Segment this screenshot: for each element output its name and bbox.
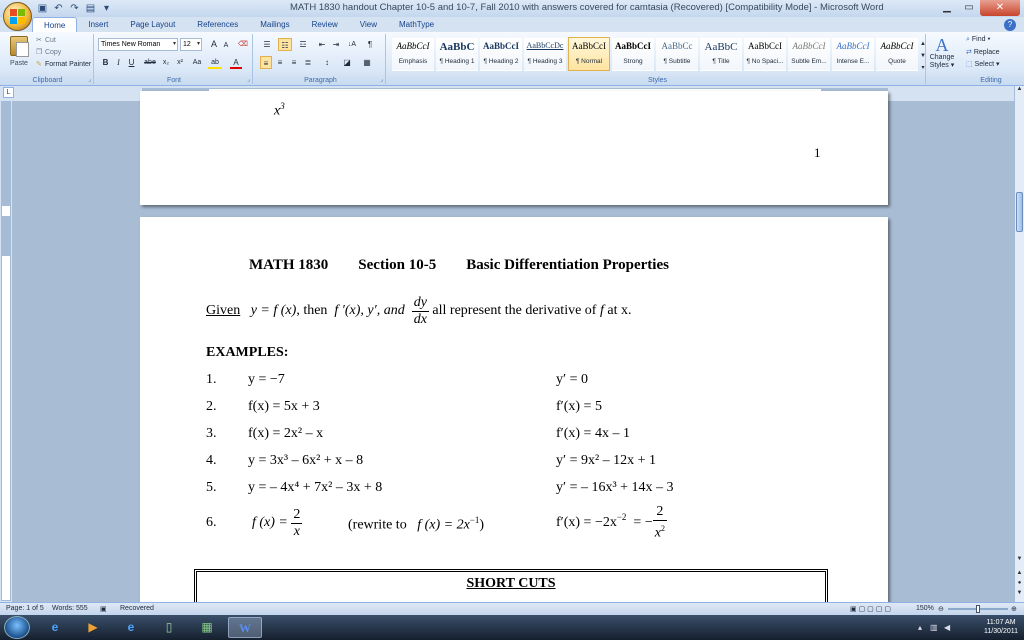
show-hidden-icon[interactable]: ▴ [918,623,923,632]
style-sample: AaBbCcI [748,41,782,51]
font-name-dropdown[interactable] [98,38,178,51]
example-6-derivative-eq: = − [633,515,653,530]
next-page-icon[interactable]: ▼ [1016,590,1023,596]
office-logo-icon [10,9,25,24]
italic-button[interactable]: I [117,58,120,67]
format-painter-label: Format Painter [44,61,92,68]
tab-insert[interactable]: Insert [88,20,109,29]
style-name: Quote [888,58,906,65]
maximize-button[interactable]: ▭ [964,2,974,13]
help-icon[interactable]: ? [1004,19,1016,31]
volume-icon[interactable]: ◀ [944,623,951,632]
zoom-level[interactable]: 150% [916,605,934,612]
example-derivative: f′(x) = 4x – 1 [556,426,630,441]
copy-label: Copy [44,49,62,56]
style-emphasis[interactable] [392,37,434,71]
print-icon[interactable]: ▤ [85,3,96,14]
change-styles-button[interactable]: A Change Styles ▾ [926,36,958,76]
style-name: Intense E... [836,58,870,65]
recovered-status: Recovered [120,605,154,612]
font-size-value: 12 [183,41,191,48]
style-sample: AaBbCcI [482,41,519,51]
ribbon-tabs [32,17,445,32]
page-title: MATH 1830 Section 10-5 Basic Differentiation Properties [249,257,669,273]
given-f: f [599,303,604,318]
example-6-lhs: f (x) = [252,515,288,530]
given-equation: y = f (x) [250,303,297,318]
style-sample: AaBbCcDc [526,41,564,50]
paragraph-group-label: Paragraph [304,77,337,84]
examples-heading: EXAMPLES: [206,345,289,360]
example-6-fraction [291,507,302,540]
example-derivative: y′ = 9x² – 12x + 1 [556,453,657,468]
document-area[interactable] [12,101,1014,602]
prev-page-fragment [274,101,285,120]
style-name: Emphasis [398,58,428,65]
example-function: y = −7 [248,372,285,387]
style-name: ¶ Normal [575,58,603,65]
paste-label: Paste [10,60,28,67]
align-right-icon[interactable]: ≡ [291,58,297,67]
style-normal[interactable] [568,37,610,71]
style-sample: AaBbCcI [880,41,914,51]
example-row [206,372,826,390]
tab-review[interactable]: Review [311,20,338,29]
show-marks-icon[interactable]: ¶ [367,40,373,49]
style-name: ¶ Title [712,58,730,65]
paste-icon [10,36,28,56]
ie-icon[interactable]: e [127,620,135,634]
derivative-notations: f ′(x), y′, and [334,303,405,318]
center-icon[interactable]: ≡ [277,58,283,67]
window-controls [936,0,1020,16]
taskbar [0,615,1024,640]
style-sample: AaBbC [704,41,738,53]
style-sample: AaBbCcI [614,41,651,51]
example-derivative: f′(x) = 5 [556,399,602,414]
example-6-rewrite [348,515,484,534]
style-name: ¶ No Spaci... [746,58,784,65]
style-sample: AaBbCcI [396,41,430,51]
change-styles-icon: A [935,35,949,55]
denominator-base: x [654,525,661,541]
shading-icon[interactable]: ◪ [343,58,351,67]
minimize-button[interactable]: ▁ [943,2,951,13]
find-button[interactable]: ⌕ Find ▾ [966,36,991,43]
example-row [206,453,826,471]
window-title: MATH 1830 handout Chapter 10-5 and 10-7, Fall 2010 with answers covered for camtasia (Recovered) [Compatibility Mode] - Microsoft Word [290,2,884,13]
example-function: f(x) = 5x + 3 [248,399,320,414]
doc-status-icon: ▣ [100,606,107,613]
scroll-up-icon[interactable]: ▲ [1016,86,1023,92]
style-name: ¶ Heading 3 [527,58,563,65]
fraction-denominator: dx [413,311,427,327]
rewrite-equation: f (x) = 2x [417,517,470,533]
cut-button[interactable] [36,36,56,46]
example-6-derivative-exp: −2 [616,512,627,522]
vertical-scrollbar[interactable] [1014,86,1024,602]
style-name: Strong [623,58,643,65]
shortcuts-title: SHORT CUTS [466,576,556,591]
redo-icon[interactable]: ↷ [70,3,79,14]
media-player-icon[interactable]: ▶ [88,620,98,634]
example-6-derivative-lhs: f′(x) = −2x [556,515,617,530]
style-name: Subtle Em... [791,58,827,65]
outline-icon[interactable]: ▢ [875,606,883,613]
given-word: Given [206,303,241,318]
draft-icon[interactable]: ▢ [884,606,891,613]
tab-home[interactable]: Home [32,17,77,32]
style-heading-3[interactable] [524,37,566,71]
example-row [206,480,826,498]
styles-group [390,34,926,84]
example-row-6 [206,503,826,547]
close-button[interactable]: ✕ [980,0,1020,16]
rewrite-close: ) [479,517,485,533]
brush-icon: ✎ [36,61,42,68]
example-derivative: y′ = – 16x³ + 14x – 3 [556,480,674,495]
paragraph-group [256,34,386,84]
cut-label: Cut [44,37,56,44]
vruler-margin [2,102,10,206]
style-name: ¶ Heading 2 [483,58,519,65]
font-group [96,34,253,84]
tab-mailings[interactable]: Mailings [260,20,290,29]
word-icon[interactable]: W [228,617,262,638]
tab-selector-icon[interactable]: L [3,87,14,98]
style-subtle-emphasis[interactable] [788,37,830,71]
bold-button[interactable]: B [102,58,109,67]
example-number: 6. [206,515,217,530]
camtasia-icon[interactable]: ▦ [201,620,213,634]
strikethrough-button[interactable]: abe [144,59,156,66]
style-sample: AaBbCcI [572,41,606,51]
select-icon: ⬚ [966,61,973,68]
page-count[interactable]: Page: 1 of 5 [6,605,44,612]
font-group-label: Font [166,77,181,84]
change-styles-label-2: Styles [929,62,949,69]
rewrite-label: (rewrite to [348,517,407,533]
style-title[interactable] [700,37,742,71]
example-6-function [252,503,302,543]
view-buttons [850,605,891,613]
fraction-numerator: 2 [293,506,301,522]
dy-dx-fraction [412,295,429,328]
given-at-x: at x. [607,303,632,318]
replace-button[interactable] [966,48,1000,56]
paste-button[interactable] [6,36,32,74]
style-no-spacing[interactable] [744,37,786,71]
given-definition [206,291,631,331]
quick-access-toolbar [36,2,113,15]
example-number: 4. [206,453,217,468]
save-icon[interactable]: ▣ [37,3,48,14]
paragraph-launcher-icon[interactable]: ⌟ [380,77,383,83]
example-derivative: y′ = 0 [556,372,588,387]
styles-scroll-down-icon[interactable]: ▼ [920,53,926,59]
office-button[interactable] [3,2,32,31]
styles-group-label: Styles [647,77,668,84]
vertical-ruler[interactable] [1,101,11,601]
rewrite-exponent: −1 [469,515,480,525]
example-row [206,399,826,417]
example-number: 2. [206,399,217,414]
chevron-down-icon: ▾ [172,41,176,47]
tab-mathtype[interactable]: MathType [399,20,435,29]
tab-page-layout[interactable]: Page Layout [130,20,176,29]
replace-icon: ⇄ [966,49,972,56]
style-heading-2[interactable] [480,37,522,71]
scissors-icon: ✂ [36,37,42,44]
chevron-down-icon: ▾ [196,41,200,47]
styles-more-icon[interactable]: ▾ [921,65,925,71]
given-then: , then [296,303,328,318]
browse-object-icon[interactable]: ● [1017,580,1022,586]
word-count[interactable]: Words: 555 [52,605,88,612]
subscript-button[interactable]: x₂ [162,59,170,66]
previous-page [140,91,888,205]
styles-scroll-up-icon[interactable]: ▲ [920,41,926,47]
start-button[interactable] [4,616,30,639]
style-heading-1[interactable] [436,37,478,71]
font-color-button[interactable]: A [230,56,242,69]
scroll-thumb[interactable] [1016,192,1023,232]
style-intense-emphasis[interactable] [832,37,874,71]
example-number: 5. [206,480,217,495]
example-function: y = 3x³ – 6x² + x – 8 [248,453,364,468]
print-layout-icon[interactable]: ▣ [850,606,857,613]
example-number: 3. [206,426,217,441]
replace-label: Replace [973,49,1000,56]
font-size-dropdown[interactable] [180,38,202,51]
zoom-slider-knob[interactable] [976,605,980,613]
editing-group-label: Editing [980,77,1002,84]
example-6-derivative [556,503,667,543]
format-painter-button[interactable] [36,60,91,70]
style-sample: AaBbCcI [836,41,870,51]
example-row [206,426,826,444]
increase-indent-icon[interactable]: ⇥ [332,40,340,49]
numbering-icon[interactable]: ☷ [278,38,292,51]
style-strong[interactable] [612,37,654,71]
borders-icon[interactable]: ▦ [363,58,371,67]
status-bar [0,602,1024,615]
title-bar [0,0,1024,17]
app-icon[interactable]: ▯ [165,620,173,634]
binoculars-icon: ⌕ [966,36,970,43]
font-launcher-icon[interactable]: ⌟ [247,77,250,83]
page-number: 1 [814,145,821,160]
change-styles-label-1: Change [929,54,955,61]
style-quote[interactable] [876,37,918,71]
editing-group [960,34,1022,84]
given-tail: all represent the derivative of [432,303,597,318]
ribbon [0,32,1024,86]
previous-page-icon[interactable]: ▲ [1016,570,1023,576]
underline-button[interactable]: U [128,58,135,67]
example-6-derivative-fraction [653,504,667,542]
fraction-denominator [653,521,667,542]
clipboard-group [2,34,94,84]
clipboard-group-label: Clipboard [32,77,63,84]
full-screen-icon[interactable]: ▢ [858,606,866,613]
scroll-down-icon[interactable]: ▼ [1016,556,1023,562]
style-name: ¶ Subtitle [663,58,691,65]
vruler-margin [2,216,10,256]
grow-font-button[interactable]: A [210,39,217,49]
bullets-icon[interactable]: ☰ [263,40,271,49]
zoom-out-icon[interactable]: ⊖ [938,606,944,613]
sort-icon[interactable]: ↓A [347,41,357,48]
clock-time: 11:07 AM [986,619,1016,626]
fraction-denominator: x [293,523,300,539]
example-function: f(x) = 2x² – x [248,426,324,441]
line-spacing-icon[interactable]: ↕ [325,58,329,67]
system-tray [914,615,1024,640]
web-layout-icon[interactable]: ▢ [867,606,874,613]
denominator-exp: 2 [660,524,665,534]
zoom-in-icon[interactable]: ⊕ [1011,606,1017,613]
example-number: 1. [206,372,217,387]
clock-date: 11/30/2011 [984,628,1018,635]
customize-icon[interactable]: ▾ [103,3,110,14]
style-name: ¶ Heading 1 [439,58,475,65]
style-subtitle[interactable] [656,37,698,71]
highlight-button[interactable]: ab [208,56,222,69]
network-icon[interactable]: ▥ [930,623,938,632]
justify-icon[interactable]: ≣ [304,58,312,67]
style-sample: AaBbCcI [792,41,826,51]
style-sample: AaBbCc [661,41,693,51]
clear-formatting-icon[interactable]: ⌫ [238,41,248,48]
current-page [140,217,888,637]
decrease-indent-icon[interactable]: ⇤ [318,40,326,49]
superscript-button[interactable]: x² [177,59,183,66]
fraction-numerator: 2 [653,504,667,521]
prev-fragment-exp: 3 [280,101,285,111]
copy-icon: ❐ [36,49,43,56]
select-label: Select [974,61,995,68]
change-case-button[interactable]: Aa [192,59,202,66]
fraction-numerator: dy [413,294,427,310]
find-label: Find [971,36,986,43]
clipboard-launcher-icon[interactable]: ⌟ [88,77,91,83]
font-name-value: Times New Roman [101,41,161,48]
copy-button[interactable] [36,48,61,58]
style-sample: AaBbC [439,41,475,53]
clock[interactable] [984,618,1018,636]
multilevel-icon[interactable]: ☲ [299,40,307,49]
shrink-font-button[interactable]: A [223,42,229,49]
ie-icon[interactable]: e [51,620,59,634]
select-button[interactable]: ⬚ Select ▾ [966,61,1000,68]
undo-icon[interactable]: ↶ [54,3,63,14]
prev-fragment-base: x [274,103,281,119]
align-left-icon[interactable]: ≡ [260,56,272,69]
tab-view[interactable]: View [359,20,377,29]
tab-references[interactable]: References [197,20,239,29]
example-function: y = – 4x⁴ + 7x² – 3x + 8 [248,480,383,495]
